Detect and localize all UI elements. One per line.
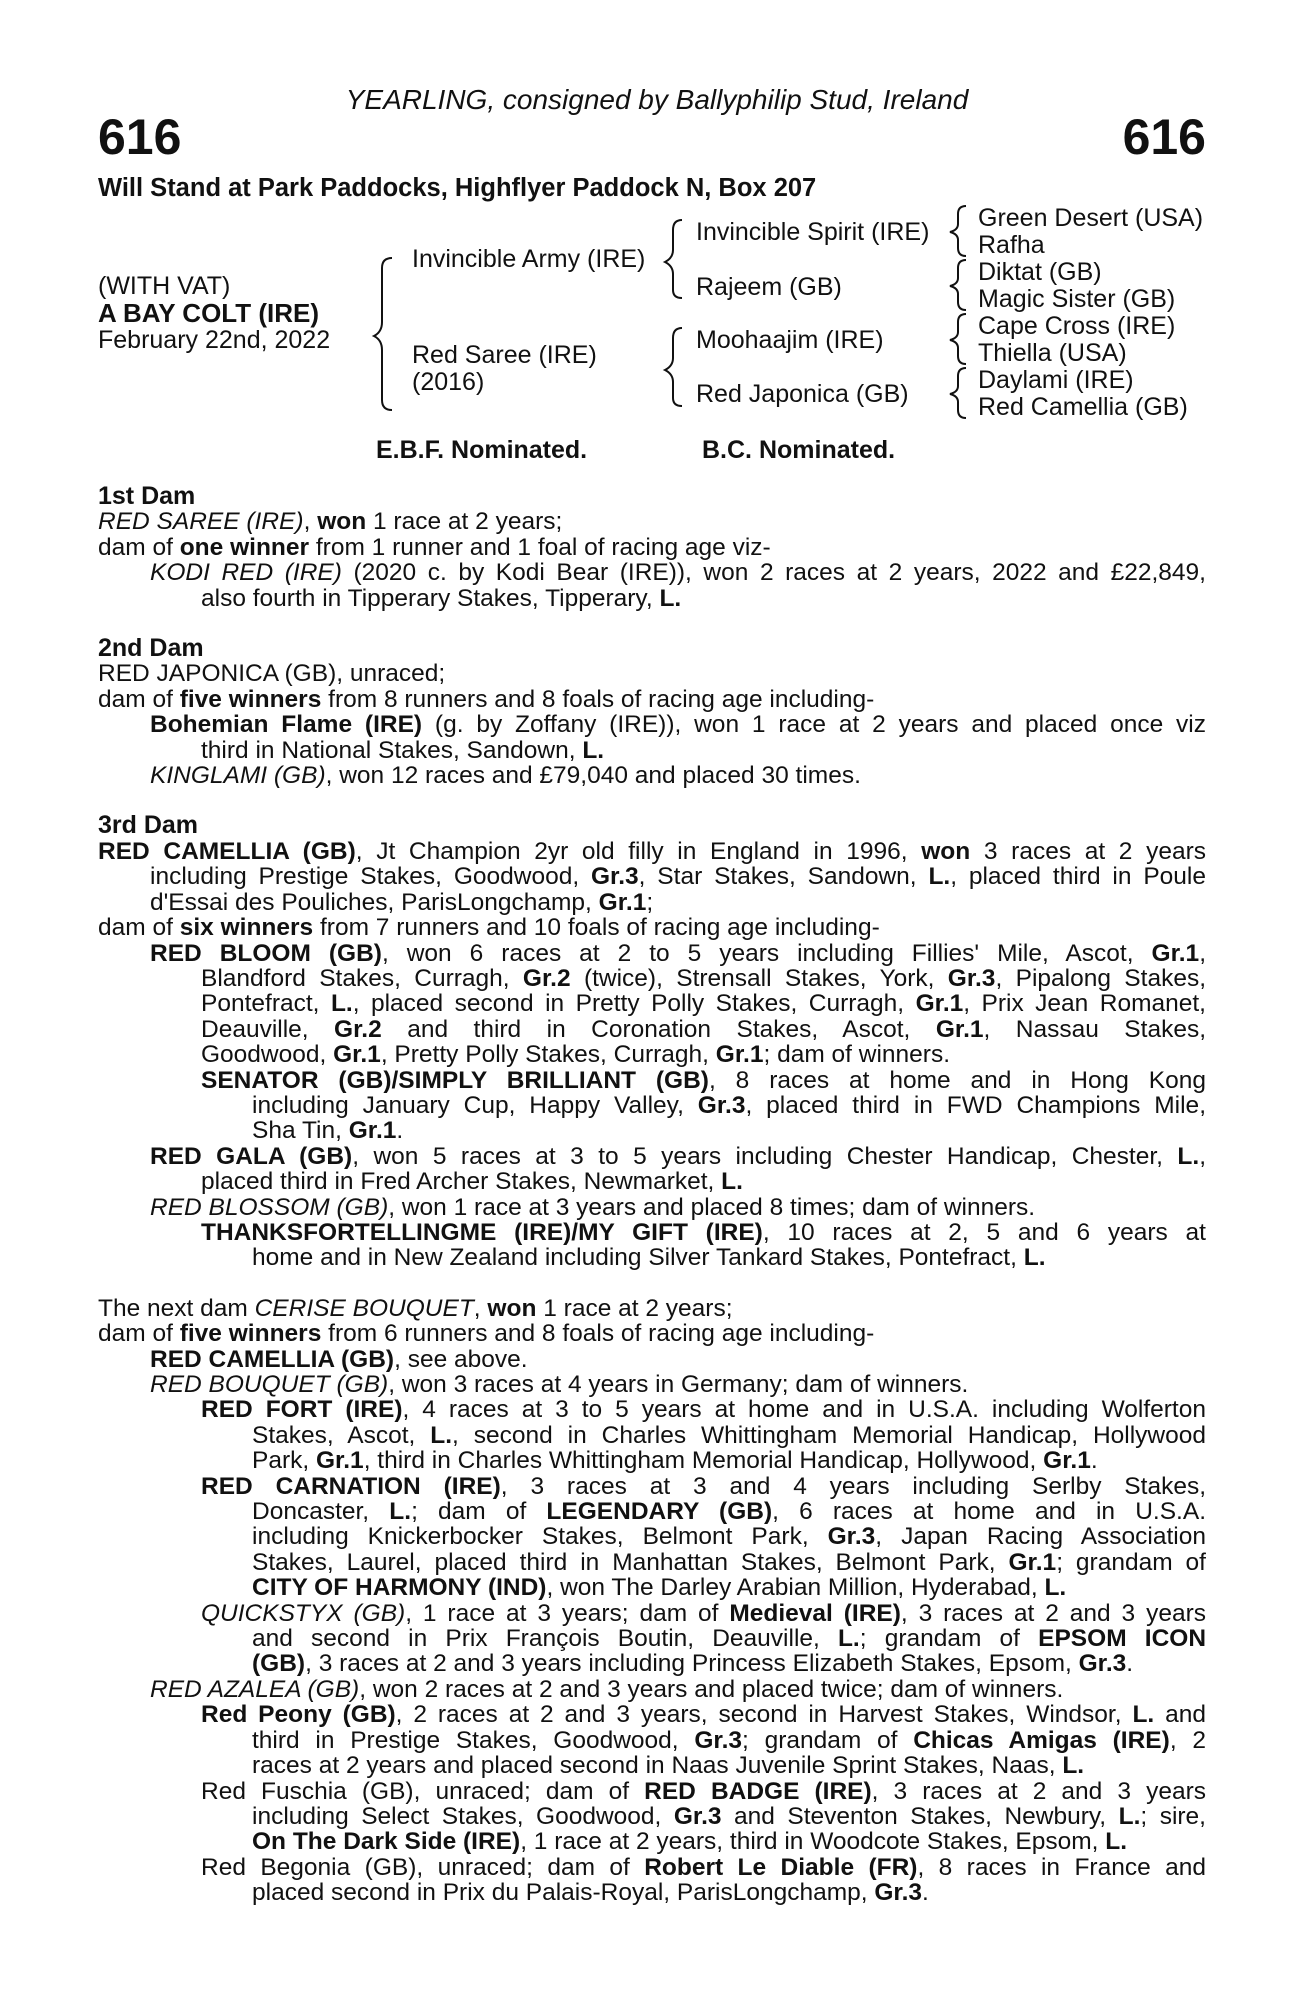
text-segment: , 2 races at 2 and 3 years, second in Harvest Stakes, Windsor, <box>395 1701 1133 1729</box>
text-segment: SENATOR (GB)/SIMPLY BRILLIANT (GB) <box>201 1066 709 1094</box>
text-line <box>98 560 1206 585</box>
text-line <box>98 1829 1206 1854</box>
text-line <box>98 712 1206 737</box>
second-dam-heading: 2nd Dam <box>98 634 204 663</box>
text-segment: 1 race at 2 years; <box>536 1294 733 1322</box>
text-line <box>98 1677 1206 1702</box>
vat-note: (WITH VAT) <box>98 272 231 300</box>
text-segment: RED GALA (GB) <box>150 1142 353 1170</box>
text-segment: , Prix Jean Romanet, <box>963 990 1206 1018</box>
text-line <box>98 1448 1206 1473</box>
text-segment: Medieval (IRE) <box>729 1599 901 1627</box>
text-line <box>98 966 1206 991</box>
text-segment: RED CARNATION (IRE) <box>201 1472 501 1500</box>
text-segment: , <box>1199 939 1207 967</box>
ebf-nominated: E.B.F. Nominated. <box>376 436 588 464</box>
text-line <box>98 1093 1206 1118</box>
text-segment: d'Essai des Pouliches, ParisLongchamp, <box>150 888 599 916</box>
text-segment: L. <box>1062 1752 1085 1780</box>
text-line <box>98 1651 1206 1676</box>
text-segment: dam of <box>98 533 180 561</box>
sire-sire-name: Invincible Spirit (IRE) <box>696 218 930 246</box>
text-segment: L. <box>1132 1701 1155 1729</box>
text-segment: ; dam of <box>411 1498 547 1526</box>
text-line <box>98 1575 1206 1600</box>
text-segment: and third in Coronation Stakes, Ascot, <box>381 1015 936 1043</box>
text-segment: home and in New Zealand including Silver Tankard Stakes, Pontefract, <box>252 1244 1024 1272</box>
text-segment: placed second in Prix du Palais-Royal, ParisLongchamp, <box>252 1879 875 1907</box>
text-segment: . <box>922 1879 929 1907</box>
text-segment: Goodwood, <box>201 1041 334 1069</box>
text-segment: Red Begonia (GB), unraced; dam of <box>201 1853 645 1881</box>
text-line <box>98 1753 1206 1778</box>
text-segment: RED BLOOM (GB) <box>150 939 382 967</box>
text-segment: and second in Prix François Boutin, Deauville, <box>252 1625 838 1653</box>
text-line <box>98 1195 1206 1220</box>
text-segment: THANKSFORTELLINGME (IRE)/MY GIFT (IRE) <box>201 1218 763 1246</box>
lot-number-right: 616 <box>1122 109 1206 165</box>
text-line <box>98 586 1206 611</box>
text-line <box>98 1017 1206 1042</box>
text-segment: third in National Stakes, Sandown, <box>201 736 583 764</box>
text-segment: won <box>921 837 971 865</box>
text-segment: CERISE BOUQUET <box>254 1294 474 1322</box>
text-segment: Park, <box>252 1447 316 1475</box>
text-segment: Gr.1 <box>715 1041 764 1069</box>
text-line <box>98 1499 1206 1524</box>
text-segment: Blandford Stakes, Curragh, <box>201 964 523 992</box>
text-segment: including Prestige Stakes, Goodwood, <box>150 863 591 891</box>
stand-location: Will Stand at Park Paddocks, Highflyer Paddock N, Box 207 <box>98 174 817 202</box>
text-segment: Gr.3 <box>590 863 639 891</box>
text-segment: Gr.3 <box>827 1523 876 1551</box>
text-line <box>98 687 1206 712</box>
text-segment: , 3 races at 2 and 3 years including Princess Elizabeth Stakes, Epsom, <box>305 1650 1079 1678</box>
text-segment: 1 race at 2 years; <box>366 508 563 536</box>
text-segment: Gr.1 <box>915 990 964 1018</box>
consignment-line: YEARLING, consigned by Ballyphilip Stud, Ireland <box>345 84 969 115</box>
text-segment: Gr.1 <box>598 888 647 916</box>
text-segment: Gr.3 <box>694 1726 743 1754</box>
text-line <box>98 1423 1206 1448</box>
text-segment: , <box>1199 1142 1206 1170</box>
text-segment: Gr.3 <box>874 1879 923 1907</box>
text-segment: including Select Stakes, Goodwood, <box>252 1802 674 1830</box>
bc-nominated: B.C. Nominated. <box>702 436 896 464</box>
g3-ancestor: Green Desert (USA) <box>978 204 1204 232</box>
text-segment: , won 1 race at 3 years and placed 8 times; dam of winners. <box>388 1193 1036 1221</box>
text-segment: , <box>303 508 318 536</box>
text-segment: , 1 race at 3 years; dam of <box>405 1599 730 1627</box>
text-segment: L. <box>1023 1244 1046 1272</box>
text-line <box>98 1372 1206 1397</box>
text-segment: Gr.1 <box>316 1447 364 1475</box>
text-line <box>98 1347 1206 1372</box>
text-line <box>98 1245 1206 1270</box>
text-segment: from 1 runner and 1 foal of racing age viz- <box>309 533 771 561</box>
text-segment: (2020 c. by Kodi Bear (IRE)), won 2 races at 2 years, 2022 and £22,849, <box>341 559 1206 587</box>
text-segment: placed third in Fred Archer Stakes, Newmarket, <box>201 1168 722 1196</box>
text-line <box>98 839 1206 864</box>
g3-ancestor: Thiella (USA) <box>978 339 1127 367</box>
text-segment: Gr.1 <box>348 1117 397 1145</box>
text-segment: , Japan Racing Association <box>875 1523 1206 1551</box>
text-segment: L. <box>389 1498 412 1526</box>
text-segment: from 6 runners and 8 foals of racing age including- <box>321 1320 875 1348</box>
text-segment: . <box>1090 1447 1098 1475</box>
text-segment: RED FORT (IRE) <box>201 1396 403 1424</box>
text-segment: L. <box>1118 1802 1141 1830</box>
text-segment: RED BOUQUET (GB) <box>150 1371 389 1398</box>
horse-name: A BAY COLT (IRE) <box>98 298 320 328</box>
text-segment: RED BADGE (IRE) <box>644 1777 872 1805</box>
third-dam-heading: 3rd Dam <box>98 811 199 840</box>
text-segment: Robert Le Diable (FR) <box>644 1853 918 1881</box>
text-segment: RED CAMELLIA (GB) <box>98 837 356 865</box>
lot-number-left: 616 <box>98 109 182 165</box>
text-segment: and Steventon Stakes, Newbury, <box>721 1802 1119 1830</box>
text-segment: (g. by Zoffany (IRE)), won 1 race at 2 years and placed once viz <box>422 711 1206 739</box>
sire-dam-name: Rajeem (GB) <box>696 273 842 301</box>
text-line <box>98 763 1206 788</box>
dam-name: Red Saree (IRE) <box>412 341 597 369</box>
text-line <box>98 991 1206 1016</box>
g3-ancestor: Rafha <box>978 231 1045 259</box>
sire-name: Invincible Army (IRE) <box>412 245 646 273</box>
text-segment: Gr.2 <box>522 964 571 992</box>
g3-ancestor: Magic Sister (GB) <box>978 285 1176 313</box>
text-segment: L. <box>721 1168 743 1196</box>
text-segment: from 7 runners and 10 foals of racing age including- <box>313 914 880 942</box>
text-segment: dam of <box>98 914 180 942</box>
text-segment: third in Prestige Stakes, Goodwood, <box>252 1726 695 1754</box>
text-segment: Chicas Amigas (IRE) <box>913 1726 1170 1754</box>
text-line <box>98 1042 1206 1067</box>
text-segment: Gr.1 <box>1151 939 1200 967</box>
text-segment: , won 3 races at 4 years in Germany; dam of winners. <box>388 1371 969 1398</box>
text-segment: RED JAPONICA (GB), unraced; <box>98 660 446 688</box>
text-segment: , placed third in FWD Champions Mile, <box>745 1091 1206 1119</box>
text-line <box>98 1169 1206 1194</box>
text-segment: Gr.3 <box>1078 1650 1127 1678</box>
dam-family-text <box>98 484 1206 1906</box>
text-segment: , 1 race at 2 years, third in Woodcote Stakes, Epsom, <box>520 1828 1106 1856</box>
text-segment: ; sire, <box>1140 1802 1206 1830</box>
text-line <box>98 1855 1206 1880</box>
text-segment: , won 5 races at 3 to 5 years including Chester Handicap, Chester, <box>352 1142 1178 1170</box>
text-segment: six winners <box>179 914 314 942</box>
text-segment: , won 2 races at 2 and 3 years and placed twice; dam of winners. <box>359 1675 1064 1703</box>
text-line <box>98 1068 1206 1093</box>
text-line <box>98 1524 1206 1549</box>
text-segment: , 3 races at 2 and 3 years <box>900 1599 1206 1627</box>
text-segment: , Jt Champion 2yr old filly in England in 1996, <box>355 837 922 865</box>
text-segment: Gr.3 <box>947 964 996 992</box>
text-segment: Doncaster, <box>252 1498 390 1526</box>
text-segment: L. <box>1044 1574 1067 1602</box>
g3-ancestor: Diktat (GB) <box>978 258 1102 286</box>
text-segment: , Nassau Stakes, <box>983 1015 1207 1043</box>
text-line <box>98 1728 1206 1753</box>
text-segment: , 8 races at home and in Hong Kong <box>708 1066 1206 1094</box>
text-segment: . <box>396 1117 404 1145</box>
text-segment: L. <box>582 736 605 764</box>
text-segment: five winners <box>179 1320 322 1348</box>
text-line <box>98 661 1206 686</box>
text-segment: dam of <box>98 1320 180 1348</box>
text-segment: , placed second in Pretty Polly Stakes, Curragh, <box>352 990 916 1018</box>
text-segment: , won The Darley Arabian Million, Hyderabad, <box>546 1574 1045 1602</box>
text-segment: Deauville, <box>201 1015 335 1043</box>
text-segment: Gr.1 <box>935 1015 984 1043</box>
text-segment: Red Peony (GB) <box>201 1701 396 1729</box>
text-segment: races at 2 years and placed second in Naas Juvenile Sprint Stakes, Naas, <box>252 1752 1063 1780</box>
text-line <box>98 1321 1206 1346</box>
text-segment: from 8 runners and 8 foals of racing age including- <box>321 685 875 713</box>
text-segment: Pontefract, <box>201 990 331 1018</box>
text-segment: L. <box>1177 1142 1200 1170</box>
text-segment: . <box>1126 1650 1134 1678</box>
text-segment: Gr.2 <box>334 1015 382 1043</box>
text-segment: won <box>317 508 367 536</box>
text-segment: , see above. <box>394 1345 528 1373</box>
text-segment: ; grandam of <box>742 1726 914 1754</box>
text-segment: L. <box>1105 1828 1128 1856</box>
g3-ancestor: Cape Cross (IRE) <box>978 312 1176 340</box>
text-segment: L. <box>659 584 682 612</box>
text-segment: LEGENDARY (GB) <box>546 1498 773 1526</box>
text-segment: , 3 races at 2 and 3 years <box>871 1777 1206 1805</box>
text-segment: (twice), Strensall Stakes, York, <box>570 964 948 992</box>
text-segment: The next dam <box>98 1294 255 1322</box>
text-line <box>98 1220 1206 1245</box>
text-segment: RED CAMELLIA (GB) <box>150 1345 395 1373</box>
text-segment: also fourth in Tipperary Stakes, Tipperary, <box>201 584 660 612</box>
dam-sire-name: Moohaajim (IRE) <box>696 326 884 354</box>
text-segment: ; grandam of <box>1056 1548 1206 1576</box>
text-segment: KINGLAMI (GB) <box>150 762 326 790</box>
text-segment: L. <box>330 990 353 1018</box>
g3-ancestor: Red Camellia (GB) <box>978 393 1188 421</box>
text-segment: , Pretty Polly Stakes, Curragh, <box>380 1041 716 1069</box>
text-line <box>98 1474 1206 1499</box>
text-segment: QUICKSTYX (GB) <box>201 1599 406 1627</box>
text-segment: Sha Tin, <box>252 1117 349 1145</box>
text-line <box>98 1118 1206 1143</box>
foaling-date: February 22nd, 2022 <box>98 326 331 354</box>
text-segment: , 10 races at 2, 5 and 6 years at <box>762 1218 1206 1246</box>
text-segment: , <box>473 1294 488 1322</box>
text-segment: including Knickerbocker Stakes, Belmont Park, <box>252 1523 828 1551</box>
text-line <box>98 509 1206 534</box>
text-segment: , second in Charles Whittingham Memorial Handicap, Hollywood <box>452 1421 1206 1449</box>
text-segment: and <box>1154 1701 1206 1729</box>
text-segment: CITY OF HARMONY (IND) <box>252 1574 547 1602</box>
text-segment: Gr.1 <box>1043 1447 1091 1475</box>
text-line <box>98 890 1206 915</box>
text-segment: , 8 races in France and <box>917 1853 1206 1881</box>
text-segment: , won 12 races and £79,040 and placed 30 times. <box>325 762 861 790</box>
text-line <box>98 1702 1206 1727</box>
text-segment: L. <box>837 1625 860 1653</box>
text-segment: RED SAREE (IRE) <box>98 508 304 536</box>
text-line <box>98 1144 1206 1169</box>
text-segment: , 2 <box>1169 1726 1206 1754</box>
dam-year: (2016) <box>412 368 485 396</box>
text-segment: five winners <box>179 685 322 713</box>
text-segment: Gr.1 <box>1008 1548 1057 1576</box>
text-segment: (GB) <box>252 1650 306 1678</box>
text-segment: , placed third in Poule <box>950 863 1206 891</box>
text-line <box>98 1550 1206 1575</box>
text-segment: , Pipalong Stakes, <box>995 964 1206 992</box>
text-line <box>98 1804 1206 1829</box>
text-segment: Gr.1 <box>333 1041 381 1069</box>
text-segment: KODI RED (IRE) <box>150 559 342 587</box>
text-segment: ; dam of winners. <box>763 1041 951 1069</box>
text-segment: RED AZALEA (GB) <box>150 1675 360 1703</box>
text-segment: won <box>487 1294 537 1322</box>
first-dam-heading: 1st Dam <box>98 482 196 510</box>
text-segment: dam of <box>98 685 180 713</box>
text-segment: including January Cup, Happy Valley, <box>252 1091 698 1119</box>
text-line <box>98 864 1206 889</box>
text-segment: Red Fuschia (GB), unraced; dam of <box>201 1777 645 1805</box>
text-segment: 3 races at 2 years <box>970 837 1206 865</box>
text-segment: one winner <box>179 533 310 561</box>
g3-ancestor: Daylami (IRE) <box>978 366 1134 394</box>
text-segment: Gr.3 <box>697 1091 746 1119</box>
text-segment: , 4 races at 3 to 5 years at home and in U.S.A. including Wolferton <box>402 1396 1206 1424</box>
text-line <box>98 1601 1206 1626</box>
text-segment: L. <box>928 863 951 891</box>
text-segment: Gr.3 <box>673 1802 722 1830</box>
text-line <box>98 738 1206 763</box>
text-segment: , third in Charles Whittingham Memorial Handicap, Hollywood, <box>363 1447 1044 1475</box>
text-segment: , won 6 races at 2 to 5 years including Fillies' Mile, Ascot, <box>381 939 1152 967</box>
text-segment: RED BLOSSOM (GB) <box>150 1193 389 1221</box>
text-line <box>98 941 1206 966</box>
text-segment: ; grandam of <box>859 1625 1039 1653</box>
dam-dam-name: Red Japonica (GB) <box>696 380 909 408</box>
text-segment: EPSOM ICON <box>1038 1625 1207 1653</box>
text-segment: Stakes, Laurel, placed third in Manhattan Stakes, Belmont Park, <box>252 1548 1009 1576</box>
text-segment: Stakes, Ascot, <box>252 1421 431 1449</box>
text-segment: , Star Stakes, Sandown, <box>638 863 929 891</box>
text-segment: ; <box>646 888 654 916</box>
text-line <box>98 1626 1206 1651</box>
text-line <box>98 915 1206 940</box>
text-segment: L. <box>430 1421 453 1449</box>
text-line <box>98 1397 1206 1422</box>
text-segment: , 3 races at 3 and 4 years including Serlby Stakes, <box>500 1472 1207 1500</box>
text-line <box>98 1880 1206 1905</box>
text-segment: , 6 races at home and in U.S.A. <box>772 1498 1207 1526</box>
text-segment: Bohemian Flame (IRE) <box>150 711 423 739</box>
text-line <box>98 1296 1206 1321</box>
text-line <box>98 1779 1206 1804</box>
text-line <box>98 535 1206 560</box>
text-segment: On The Dark Side (IRE) <box>252 1828 521 1856</box>
